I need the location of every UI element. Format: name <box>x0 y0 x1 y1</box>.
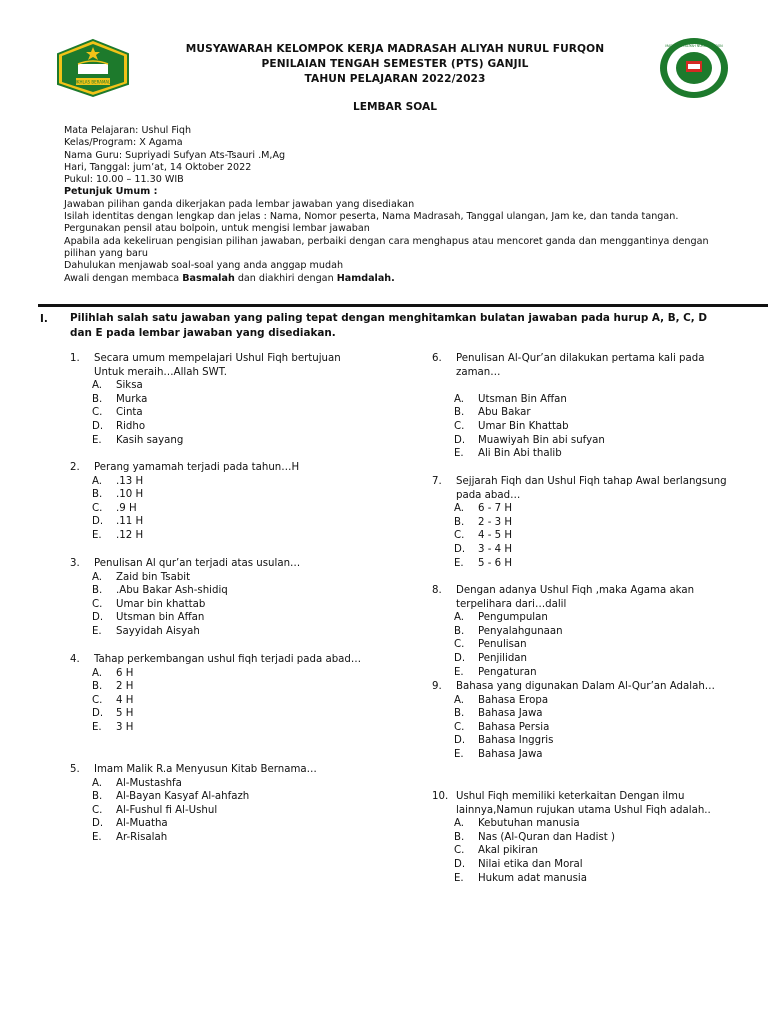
answer-option-b <box>70 393 370 407</box>
question-number: 5. <box>70 764 80 775</box>
answer-option-a <box>70 777 370 791</box>
answer-option-a <box>432 502 732 516</box>
option-letter: C. <box>92 502 103 514</box>
exam-info <box>64 125 724 285</box>
answer-option-e <box>70 831 370 845</box>
option-text: Kasih sayang <box>116 434 184 446</box>
option-letter: D. <box>454 543 466 555</box>
option-letter: B. <box>454 831 465 843</box>
option-letter: E. <box>92 831 102 843</box>
option-letter: D. <box>92 818 104 830</box>
option-letter: E. <box>92 434 102 446</box>
option-text: Penyalahgunaan <box>478 625 563 637</box>
option-letter: D. <box>454 652 466 664</box>
option-text: Pengumpulan <box>478 612 548 624</box>
question-number: 10. <box>432 791 449 802</box>
option-letter: D. <box>92 516 104 528</box>
option-letter: B. <box>454 516 465 528</box>
option-text: Bahasa Eropa <box>478 694 549 706</box>
question-5 <box>70 763 370 845</box>
option-text: Umar bin khattab <box>116 598 206 610</box>
question-text: Sejjarah Fiqh dan Ushul Fiqh tahap Awal berlangsung pada abad… <box>456 476 727 501</box>
logo-right-text: MADRASAH ALIYAH NURUL FURQON <box>665 44 723 48</box>
madrasah-seal-icon <box>659 37 729 99</box>
option-letter: E. <box>454 666 464 678</box>
option-letter: D. <box>92 420 104 432</box>
option-text: 4 - 5 H <box>478 530 513 542</box>
question-text: Bahasa yang digunakan Dalam Al-Qur’an Adalah… <box>456 681 715 692</box>
answer-option-d <box>70 817 370 831</box>
question-stem <box>432 680 732 694</box>
question-3 <box>70 557 370 639</box>
option-letter: A. <box>454 503 465 515</box>
option-text: 3 H <box>116 721 134 733</box>
answer-option-e <box>70 529 370 543</box>
answer-option-b <box>432 516 732 530</box>
option-text: Hukum adat manusia <box>478 872 587 884</box>
answer-option-e <box>432 872 732 886</box>
answer-option-d <box>70 611 370 625</box>
question-stem <box>70 352 370 379</box>
option-text: Zaid bin Tsabit <box>116 571 191 583</box>
option-text: Murka <box>116 393 148 405</box>
question-number: 6. <box>432 353 442 364</box>
spacer <box>432 379 732 393</box>
option-letter: D. <box>454 858 466 870</box>
answer-option-d <box>70 515 370 529</box>
answer-option-d <box>432 652 732 666</box>
answer-option-a <box>70 571 370 585</box>
option-letter: D. <box>92 708 104 720</box>
answer-option-a <box>432 694 732 708</box>
answer-option-e <box>70 434 370 448</box>
option-text: .9 H <box>116 502 137 514</box>
option-text: 6 - 7 H <box>478 503 513 515</box>
question-9 <box>432 680 732 762</box>
option-letter: D. <box>454 434 466 446</box>
question-4 <box>70 653 370 735</box>
option-letter: A. <box>454 694 465 706</box>
answer-option-d <box>70 420 370 434</box>
option-letter: D. <box>92 612 104 624</box>
option-text: Siksa <box>116 380 143 392</box>
question-number: 9. <box>432 681 442 692</box>
option-text: 2 H <box>116 681 134 693</box>
answer-option-a <box>432 611 732 625</box>
question-stem <box>70 461 370 475</box>
option-text: Cinta <box>116 407 143 419</box>
answer-option-a <box>432 393 732 407</box>
option-text: 4 H <box>116 694 134 706</box>
option-text: Ridho <box>116 420 146 432</box>
option-letter: A. <box>454 612 465 624</box>
option-letter: A. <box>92 475 103 487</box>
option-letter: C. <box>92 598 103 610</box>
option-text: .Abu Bakar Ash-shidiq <box>116 585 228 597</box>
option-text: Bahasa Inggris <box>478 735 554 747</box>
question-text: Penulisan Al-Qur’an dilakukan pertama kali pada zaman… <box>456 353 705 378</box>
teacher-line: Nama Guru: Supriyadi Sufyan Ats-Tsauri .M,Ag <box>64 149 286 161</box>
option-letter: B. <box>92 681 103 693</box>
answer-option-c <box>70 694 370 708</box>
answer-option-c <box>432 721 732 735</box>
answer-option-a <box>432 817 732 831</box>
option-text: 3 - 4 H <box>478 543 513 555</box>
option-text: Utsman Bin Affan <box>478 393 567 405</box>
instruction-1: Jawaban pilihan ganda dikerjakan pada lembar jawaban yang disediakan <box>64 198 415 210</box>
answer-option-e <box>70 721 370 735</box>
option-letter: B. <box>92 393 103 405</box>
option-letter: A. <box>92 667 103 679</box>
instruction-4: Apabila ada kekeliruan pengisian pilihan jawaban, perbaiki dengan cara menghapus atau mencoret ganda dan menggantinya dengan pilihan yang baru <box>64 235 709 259</box>
option-letter: C. <box>92 804 103 816</box>
instruction-5: Dahulukan menjawab soal-soal yang anda anggap mudah <box>64 260 344 272</box>
option-letter: C. <box>454 530 465 542</box>
option-text: Al-Muatha <box>116 818 168 830</box>
option-text: Bahasa Jawa <box>478 748 543 760</box>
answer-option-d <box>432 543 732 557</box>
question-1 <box>70 352 370 447</box>
answer-option-e <box>432 447 732 461</box>
answer-option-e <box>70 625 370 639</box>
option-letter: E. <box>454 448 464 460</box>
answer-option-c <box>432 638 732 652</box>
answer-option-c <box>70 502 370 516</box>
option-text: Utsman bin Affan <box>116 612 205 624</box>
answer-option-b <box>70 488 370 502</box>
answer-option-c <box>432 844 732 858</box>
question-stem <box>70 653 370 667</box>
option-text: Ar-Risalah <box>116 831 168 843</box>
option-text: 5 H <box>116 708 134 720</box>
question-text: Perang yamamah terjadi pada tahun…H <box>94 462 300 473</box>
option-letter: A. <box>92 380 103 392</box>
option-text: Al-Fushul fi Al-Ushul <box>116 804 218 816</box>
answer-option-b <box>70 584 370 598</box>
option-text: Muawiyah Bin abi sufyan <box>478 434 605 446</box>
header-org-name: MUSYAWARAH KELOMPOK KERJA MADRASAH ALIYAH NURUL FURQON <box>185 43 605 55</box>
question-7 <box>432 475 732 570</box>
answer-option-d <box>432 434 732 448</box>
answer-option-c <box>432 529 732 543</box>
answer-option-e <box>432 557 732 571</box>
option-text: Al-Mustashfa <box>116 777 182 789</box>
question-number: 4. <box>70 654 80 665</box>
instruction-3: Pergunakan pensil atau bolpoin, untuk mengisi lembar jawaban <box>64 223 370 235</box>
option-letter: E. <box>92 721 102 733</box>
class-line: Kelas/Program: X Agama <box>64 137 183 149</box>
option-letter: B. <box>454 708 465 720</box>
answer-option-d <box>432 858 732 872</box>
option-letter: C. <box>454 845 465 857</box>
answer-option-b <box>432 625 732 639</box>
option-text: .12 H <box>116 529 144 541</box>
option-text: Akal pikiran <box>478 845 538 857</box>
option-text: 6 H <box>116 667 134 679</box>
option-letter: B. <box>454 407 465 419</box>
question-6 <box>432 352 732 461</box>
option-text: Umar Bin Khattab <box>478 420 569 432</box>
answer-option-e <box>432 748 732 762</box>
answer-option-c <box>70 406 370 420</box>
divider <box>38 304 768 307</box>
option-letter: E. <box>92 529 102 541</box>
question-number: 1. <box>70 353 80 364</box>
section-number: I. <box>40 313 48 325</box>
question-2 <box>70 461 370 543</box>
option-text: Pengaturan <box>478 666 537 678</box>
option-letter: A. <box>92 571 103 583</box>
option-text: Al-Bayan Kasyaf Al-ahfazh <box>116 791 250 803</box>
answer-option-c <box>70 598 370 612</box>
answer-option-e <box>432 666 732 680</box>
subject-line: Mata Pelajaran: Ushul Fiqh <box>64 125 192 136</box>
option-text: 5 - 6 H <box>478 557 513 569</box>
option-text: Nilai etika dan Moral <box>478 858 583 870</box>
header-exam-name: PENILAIAN TENGAH SEMESTER (PTS) GANJIL <box>261 58 529 70</box>
question-stem <box>432 790 732 817</box>
answer-option-d <box>432 734 732 748</box>
answer-option-a <box>70 667 370 681</box>
option-text: Kebutuhan manusia <box>478 818 580 830</box>
option-text: Penjilidan <box>478 652 527 664</box>
date-line: Hari, Tanggal: jum’at, 14 Oktober 2022 <box>64 161 252 173</box>
option-letter: C. <box>454 639 465 651</box>
option-letter: B. <box>92 585 103 597</box>
kemenag-logo-icon <box>54 38 132 98</box>
question-number: 3. <box>70 558 80 569</box>
option-letter: E. <box>454 748 464 760</box>
option-text: .10 H <box>116 489 144 501</box>
section-instruction: Pilihlah salah satu jawaban yang paling tepat dengan menghitamkan bulatan jawaban pada hurup A, B, C, D dan E pada lembar jawaban yang disediakan. <box>70 312 707 339</box>
question-8 <box>432 584 732 679</box>
option-text: Ali Bin Abi thalib <box>478 448 562 460</box>
option-letter: E. <box>92 625 102 637</box>
answer-option-b <box>432 707 732 721</box>
question-stem <box>432 352 732 379</box>
answer-option-b <box>432 406 732 420</box>
instruction-6: Awali dengan membaca Basmalah dan diakhiri dengan Hamdalah. <box>64 272 395 284</box>
question-text: Ushul Fiqh memiliki keterkaitan Dengan ilmu lainnya,Namun rujukan utama Ushul Fiqh adalah.. <box>456 791 711 816</box>
option-text: 2 - 3 H <box>478 516 513 528</box>
question-number: 8. <box>432 585 442 596</box>
page-title: LEMBAR SOAL <box>353 101 437 113</box>
question-stem <box>432 584 732 611</box>
option-letter: C. <box>92 407 103 419</box>
logo-left-text: IKHLAS BERAMAL <box>75 79 111 85</box>
option-letter: B. <box>92 489 103 501</box>
option-letter: B. <box>454 625 465 637</box>
option-letter: C. <box>92 694 103 706</box>
question-10 <box>432 790 732 885</box>
question-stem <box>70 763 370 777</box>
option-letter: C. <box>454 420 465 432</box>
question-text: Dengan adanya Ushul Fiqh ,maka Agama akan terpelihara dari…dalil <box>456 585 695 610</box>
answer-option-d <box>70 707 370 721</box>
option-letter: A. <box>92 777 103 789</box>
instruction-2: Isilah identitas dengan lengkap dan jelas : Nama, Nomor peserta, Nama Madrasah, Tanggal ulangan, Jam ke, dan tanda tangan. <box>64 211 679 223</box>
question-stem <box>70 557 370 571</box>
option-text: .13 H <box>116 475 144 487</box>
option-text: .11 H <box>116 516 144 528</box>
question-number: 2. <box>70 462 80 473</box>
option-letter: E. <box>454 557 464 569</box>
answer-option-b <box>70 680 370 694</box>
answer-option-b <box>70 790 370 804</box>
instructions-heading: Petunjuk Umum : <box>64 186 158 198</box>
answer-option-a <box>70 379 370 393</box>
option-text: Nas (Al-Quran dan Hadist ) <box>478 831 615 843</box>
option-letter: B. <box>92 791 103 803</box>
answer-option-a <box>70 475 370 489</box>
question-number: 7. <box>432 476 442 487</box>
option-letter: D. <box>454 735 466 747</box>
question-text: Imam Malik R.a Menyusun Kitab Bernama… <box>94 764 317 775</box>
option-letter: C. <box>454 721 465 733</box>
option-text: Penulisan <box>478 639 527 651</box>
option-text: Sayyidah Aisyah <box>116 625 200 637</box>
option-text: Bahasa Jawa <box>478 708 543 720</box>
question-stem <box>432 475 732 502</box>
question-text: Secara umum mempelajari Ushul Fiqh bertujuan Untuk meraih…Allah SWT. <box>94 353 341 378</box>
answer-option-c <box>432 420 732 434</box>
option-letter: A. <box>454 393 465 405</box>
answer-option-c <box>70 804 370 818</box>
option-text: Abu Bakar <box>478 407 531 419</box>
question-text: Tahap perkembangan ushul fiqh terjadi pada abad… <box>94 654 362 665</box>
question-text: Penulisan Al qur’an terjadi atas usulan… <box>94 558 301 569</box>
answer-option-b <box>432 831 732 845</box>
time-line: Pukul: 10.00 – 11.30 WIB <box>64 174 184 186</box>
option-text: Bahasa Persia <box>478 721 550 733</box>
option-letter: A. <box>454 818 465 830</box>
header-academic-year: TAHUN PELAJARAN 2022/2023 <box>304 73 486 85</box>
option-letter: E. <box>454 872 464 884</box>
